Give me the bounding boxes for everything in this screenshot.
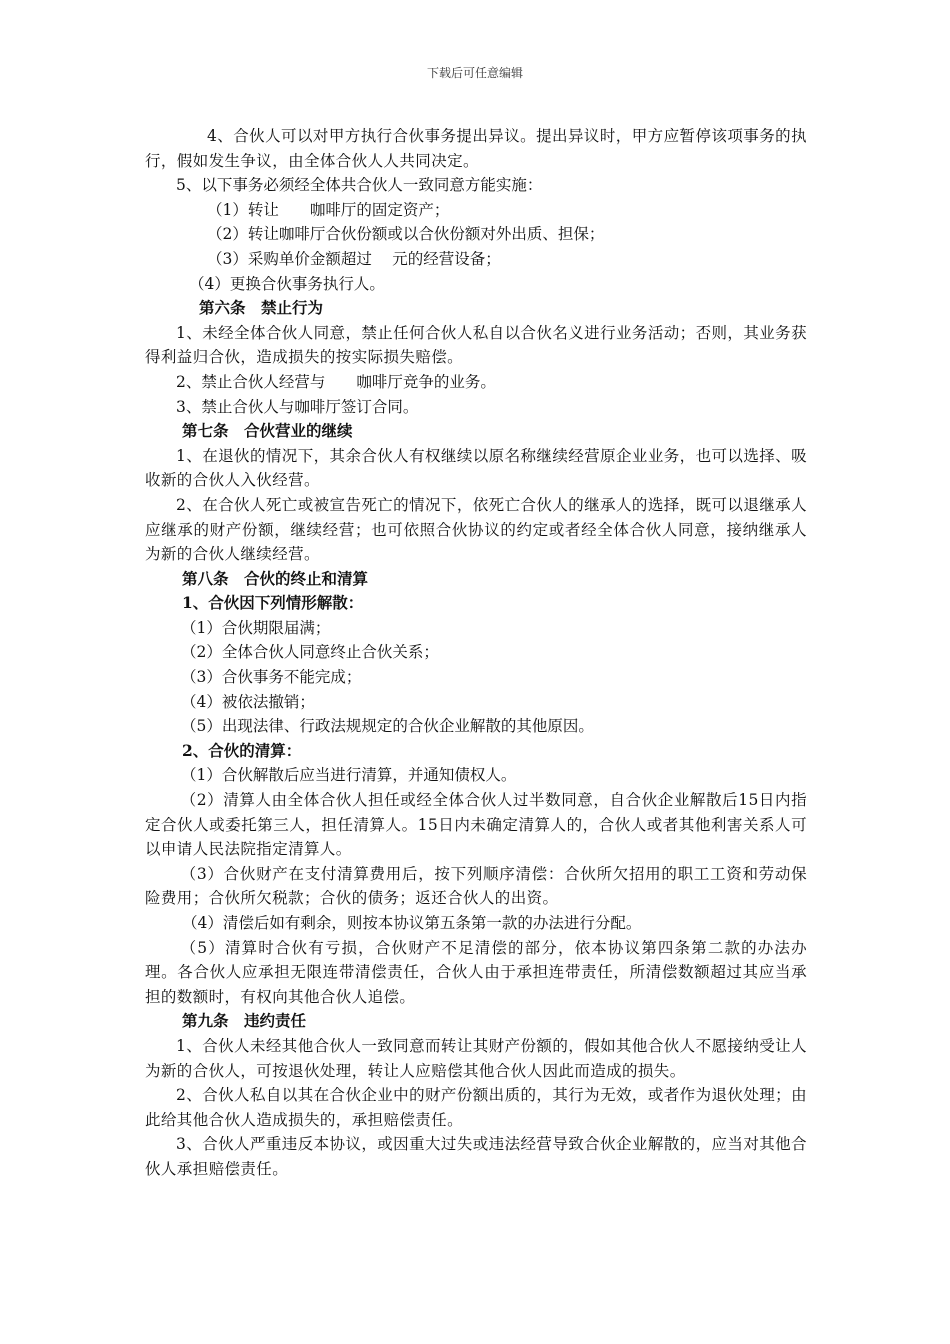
paragraph-art7-1: 1、在退伙的情况下，其余合伙人有权继续以原名称继续经营原企业业务，也可以选择、吸收新的合伙人入伙经营。 xyxy=(145,446,807,490)
paragraph-art9-2: 2、合伙人私自以其在合伙企业中的财产份额出质的，其行为无效，或者作为退伙处理；由此给其他合伙人造成损失的，承担赔偿责任。 xyxy=(145,1086,807,1129)
list-item-term-expired: （1）合伙期限届满； xyxy=(181,618,331,637)
section-title-article-8: 第八条 合伙的终止和清算 xyxy=(182,568,369,588)
section-title-article-9: 第九条 违约责任 xyxy=(182,1011,307,1031)
paragraph-art6-3: 3、禁止合伙人与咖啡厅签订合同。 xyxy=(176,397,419,416)
section-title-article-6: 第六条 禁止行为 xyxy=(199,298,324,318)
paragraph-art9-3: 3、合伙人严重违反本协议，或因重大过失或违法经营导致合伙企业解散的，应当对其他合伙人承担赔偿责任。 xyxy=(145,1135,807,1178)
paragraph-art6-2: 2、禁止合伙人经营与 咖啡厅竞争的业务。 xyxy=(176,372,496,391)
list-item-transfer-assets: （1）转让 咖啡厅的固定资产； xyxy=(207,200,450,219)
list-item-liquidator: （2）清算人由全体合伙人担任或经全体合伙人过半数同意，自合伙企业解散后15日内指定合伙人或委托第三人，担任清算人。15日内未确定清算人的，合伙人或者其他利害关系人可以申请人民法院指定清算人。 xyxy=(145,791,807,859)
document-body xyxy=(145,124,807,1182)
list-item-all-agree-terminate: （2）全体合伙人同意终止合伙关系； xyxy=(181,643,439,662)
list-item-remaining-distribution: （4）清偿后如有剩余，则按本协议第五条第一款的办法进行分配。 xyxy=(182,914,642,932)
paragraph-art7-2: 2、在合伙人死亡或被宣告死亡的情况下，依死亡合伙人的继承人的选择，既可以退继承人应继承的财产份额，继续经营；也可依照合伙协议的约定或者经全体合伙人同意，接纳继承人为新的合伙人继续经营。 xyxy=(145,495,807,564)
list-item-replace-executor: （4）更换合伙事务执行人。 xyxy=(189,274,385,293)
list-item-cannot-complete: （3）合伙事务不能完成； xyxy=(181,668,362,687)
section-title-article-7: 第七条 合伙营业的继续 xyxy=(182,421,353,441)
list-item-other-reasons: （5）出现法律、行政法规规定的合伙企业解散的其他原因。 xyxy=(181,717,594,736)
subsection-liquidation: 2、合伙的清算： xyxy=(182,740,302,760)
paragraph-art6-1: 1、未经全体合伙人同意，禁止任何合伙人私自以合伙名义进行业务活动；否则，其业务获得利益归合伙，造成损失的按实际损失赔偿。 xyxy=(145,323,807,367)
page-header-watermark: 下载后可任意编辑 xyxy=(426,66,523,80)
list-item-repayment-order: （3）合伙财产在支付清算费用后，按下列顺序清偿：合伙所欠招用的职工工资和劳动保险费用；合伙所欠税款；合伙的债务；返还合伙人的出资。 xyxy=(145,864,807,908)
list-item-liquidation-notice: （1）合伙解散后应当进行清算，并通知债权人。 xyxy=(181,766,517,785)
paragraph-unanimous-matters: 5、以下事务必须经全体共合伙人一致同意方能实施： xyxy=(176,176,543,195)
list-item-loss-handling: （5）清算时合伙有亏损，合伙财产不足清偿的部分，依本协议第四条第二款的办法办理。各合伙人应承担无限连带清偿责任，合伙人由于承担连带责任，所清偿数额超过其应当承担的数额时，有权向其他合伙人追偿。 xyxy=(145,938,807,1006)
paragraph-objection: 4、合伙人可以对甲方执行合伙事务提出异议。提出异议时，甲方应暂停该项事务的执行，假如发生争议，由全体合伙人人共同决定。 xyxy=(145,127,807,170)
paragraph-art9-1: 1、合伙人未经其他合伙人一致同意而转让其财产份额的，假如其他合伙人不愿接纳受让人为新的合伙人，可按退伙处理，转让人应赔偿其他合伙人因此而造成的损失。 xyxy=(145,1036,807,1080)
list-item-transfer-shares: （2）转让咖啡厅合伙份额或以合伙份额对外出质、担保； xyxy=(207,225,605,244)
list-item-purchase-equipment: （3）采购单价金额超过 元的经营设备； xyxy=(207,249,501,268)
subsection-dissolution: 1、合伙因下列情形解散： xyxy=(182,593,364,613)
list-item-revoked: （4）被依法撤销； xyxy=(181,692,315,711)
